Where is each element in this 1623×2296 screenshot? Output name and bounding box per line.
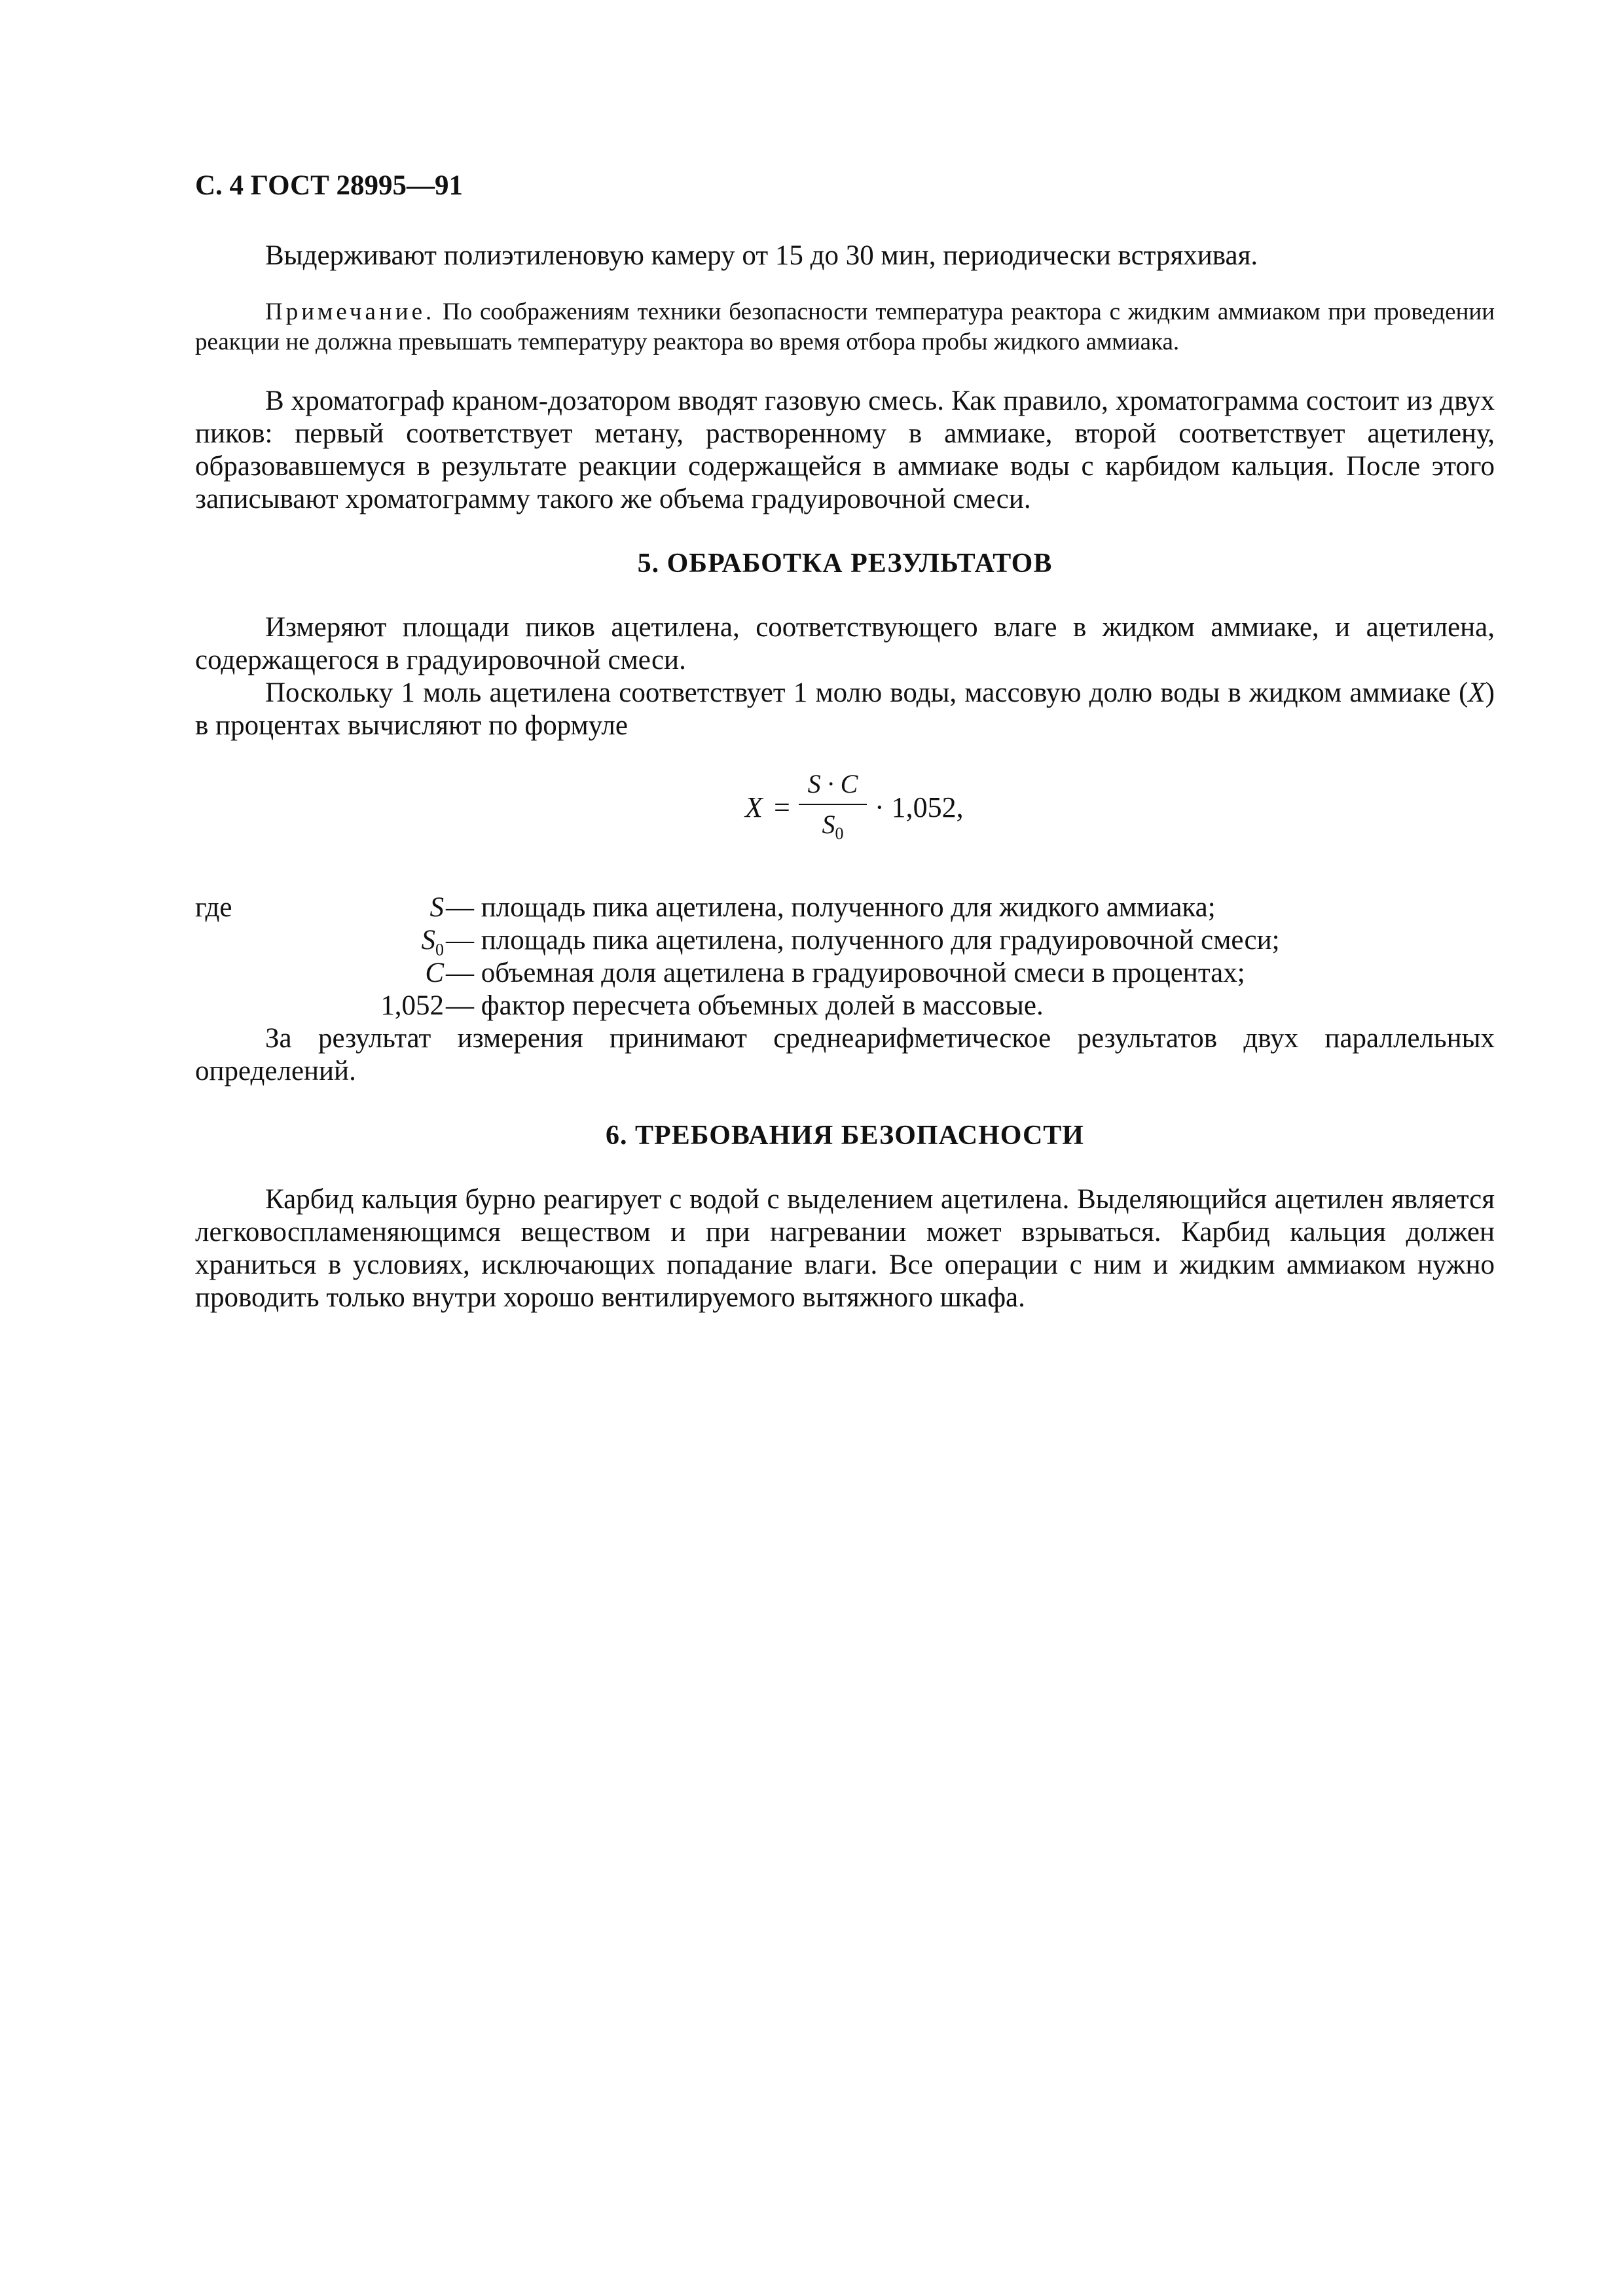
definition-symbol: C xyxy=(425,958,444,988)
paragraph-safety: Карбид кальция бурно реагирует с водой с выделением ацетилена. Выделяющийся ацетилен является легковоспламеняющимся веществом и при нагревании может взрываться. Карбид кальция должен храниться в условиях, исключающих попадание влаги. Все операции с ним и жидким аммиаком нужно проводить только внутри хорошо вентилируемого вытяжного шкафа. xyxy=(195,1184,1495,1313)
running-head: С. 4 ГОСТ 28995—91 xyxy=(195,170,464,201)
paragraph-measure-peaks: Измеряют площади пиков ацетилена, соответствующего влаге в жидком аммиаке, и ацетилена, содержащегося в градуировочной смеси. xyxy=(195,612,1495,675)
paragraph-result: За результат измерения принимают среднеарифметическое результатов двух параллельных определений. xyxy=(195,1023,1495,1086)
definition-row xyxy=(195,990,1495,1022)
definition-row xyxy=(195,891,1495,924)
section-heading-safety: 6. ТРЕБОВАНИЯ БЕЗОПАСНОСТИ xyxy=(606,1121,1084,1151)
note xyxy=(195,297,1495,357)
note-text: По соображениям техники безопасности температура реактора с жидким аммиаком при проведении реакции не должна превышать температуру реактора во время отбора пробы жидкого аммиака. xyxy=(195,298,1495,355)
formula-denominator: $S_0$ xyxy=(822,810,844,843)
fraction-bar xyxy=(799,804,867,805)
formula-numerator: S · C xyxy=(807,769,858,798)
definition-text: — объемная доля ацетилена в градуировочной смеси в процентах; xyxy=(446,958,1245,988)
definition-row xyxy=(195,957,1495,990)
definition-symbol: S xyxy=(429,892,444,923)
page-text-column xyxy=(195,169,1495,1314)
formula-equals: = xyxy=(774,791,790,823)
formula xyxy=(195,770,1495,861)
definition-text: — площадь пика ацетилена, полученного для жидкого аммиака; xyxy=(446,892,1216,923)
definitions-list xyxy=(195,891,1495,1022)
note-label: Примечание. xyxy=(265,298,435,325)
formula-factor: · 1,052, xyxy=(875,791,964,823)
definition-symbol: $S_0$ xyxy=(421,925,444,960)
definition-symbol: 1,052 xyxy=(380,990,444,1021)
paragraph-exposure: Выдерживают полиэтиленовую камеру от 15 до 30 мин, периодически встряхивая. xyxy=(265,240,1258,271)
definitions-lead: где xyxy=(195,892,232,923)
definition-text: — площадь пика ацетилена, полученного для градуировочной смеси; xyxy=(446,925,1280,956)
definition-row xyxy=(195,924,1495,960)
paragraph-chromatograph: В хроматограф краном-дозатором вводят газовую смесь. Как правило, хроматограмма состоит из двух пиков: первый соответствует метану, растворенному в аммиаке, второй соответствует ацетилену, образовавшемуся в результате реакции содержащейся в аммиаке воды с карбидом кальция. После этого записывают хроматограмму такого же объема градуировочной смеси. xyxy=(195,386,1495,514)
definition-text: — фактор пересчета объемных долей в массовые. xyxy=(446,990,1044,1021)
paragraph-formula-intro: Поскольку 1 моль ацетилена соответствует 1 молю воды, массовую долю воды в жидком аммиаке (X) в процентах вычисляют по формуле xyxy=(195,677,1495,741)
formula-lhs: X xyxy=(745,791,763,823)
section-heading-results: 5. ОБРАБОТКА РЕЗУЛЬТАТОВ xyxy=(637,548,1053,579)
